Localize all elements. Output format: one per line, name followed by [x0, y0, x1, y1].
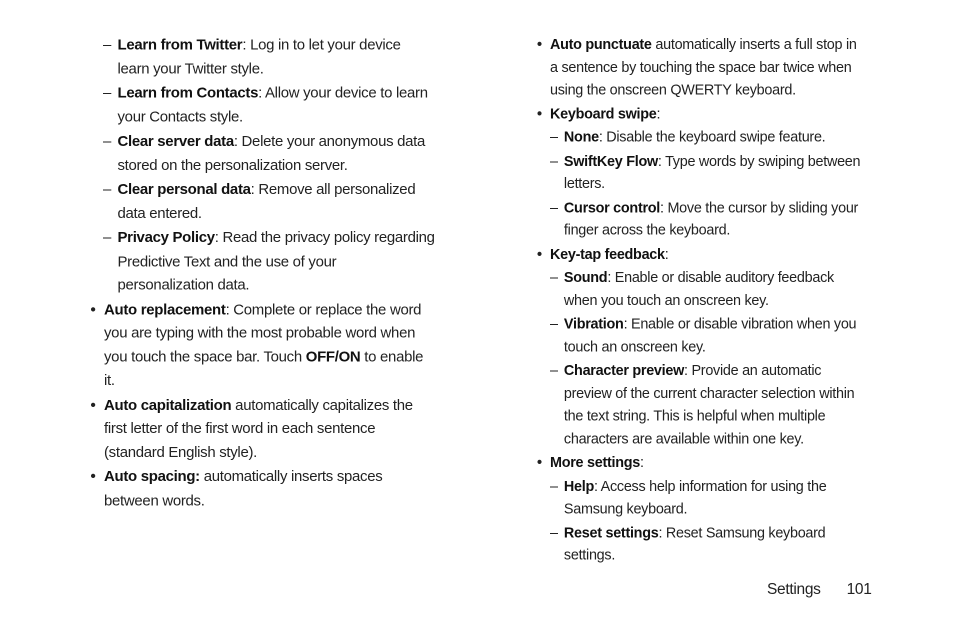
term-auto-replacement: Auto replacement	[104, 301, 226, 318]
dash-marker: –	[103, 36, 112, 54]
dash-marker: –	[103, 85, 112, 102]
bullet-marker: •	[536, 36, 542, 53]
dash-marker: –	[550, 316, 558, 333]
desc-auto-replacement: : Complete or replace the word you are typing with the most probable word when you touch the space bar. Touch	[104, 301, 422, 366]
dash-item-cursor-control	[550, 197, 866, 243]
term-privacy-policy: Privacy Policy	[117, 229, 215, 247]
dash-marker: –	[103, 181, 112, 198]
dash-item-privacy-policy	[103, 227, 436, 298]
dash-marker: –	[550, 129, 558, 146]
term-keyboard-swipe: Keyboard swipe	[550, 105, 657, 122]
dash-item-learn-from-twitter	[103, 34, 436, 81]
term-cursor-control: Cursor control	[563, 199, 661, 216]
dash-item-sound	[550, 267, 866, 313]
desc-auto-capitalization: automatically capitalizes the first letter of the first word in each sentence (standard English style).	[104, 396, 413, 461]
dash-marker: –	[550, 153, 558, 170]
desc-learn-from-contacts: : Allow your device to learn your Contacts style.	[117, 85, 428, 126]
desc-clear-server-data: : Delete your anonymous data stored on the personalization server.	[117, 133, 426, 174]
term-key-tap-feedback: Key-tap feedback	[550, 246, 665, 263]
dash-item-clear-server-data	[103, 130, 436, 177]
desc-reset-settings: : Reset Samsung keyboard settings.	[563, 524, 826, 564]
desc-swiftkey-flow: : Type words by swiping between letters.	[563, 153, 861, 192]
dash-item-learn-from-contacts	[103, 82, 436, 129]
bullet-item-auto-capitalization	[90, 394, 437, 465]
term-sound: Sound	[563, 269, 608, 286]
desc-none: : Disable the keyboard swipe feature.	[598, 129, 826, 146]
term-auto-capitalization: Auto capitalization	[104, 396, 232, 414]
desc-privacy-policy: : Read the privacy policy regarding Predictive Text and the use of your personalization data.	[117, 229, 435, 294]
bullet-item-auto-punctuate	[536, 34, 866, 102]
dash-item-none	[550, 127, 866, 150]
dash-item-swiftkey-flow	[550, 151, 866, 197]
page-footer	[767, 578, 872, 602]
term-clear-personal-data: Clear personal data	[117, 181, 251, 198]
desc-auto-spacing: automatically inserts spaces between words.	[104, 468, 383, 509]
term-auto-spacing: Auto spacing:	[104, 468, 200, 486]
dash-item-clear-personal-data	[103, 179, 436, 226]
term-off-on: OFF/ON	[305, 348, 361, 366]
term-character-preview: Character preview	[563, 362, 685, 379]
desc-character-preview: : Provide an automatic preview of the current character selection within the text string. This is helpful when multiple characters are available within one key.	[563, 362, 855, 447]
term-none: None	[563, 129, 599, 146]
term-swiftkey-flow: SwiftKey Flow	[563, 153, 658, 170]
dash-item-vibration	[550, 314, 866, 360]
bullet-marker: •	[90, 468, 96, 486]
term-learn-from-contacts: Learn from Contacts	[117, 85, 259, 102]
bullet-item-auto-spacing	[90, 466, 437, 513]
term-reset-settings: Reset settings	[563, 524, 659, 541]
bullet-marker: •	[90, 301, 96, 318]
bullet-marker: •	[536, 105, 542, 122]
desc-sound: : Enable or disable auditory feedback when you touch an onscreen key.	[563, 269, 834, 309]
footer-section-title: Settings	[767, 581, 821, 598]
right-column	[536, 34, 866, 569]
term-learn-from-twitter: Learn from Twitter	[117, 36, 243, 54]
dash-item-reset-settings	[550, 522, 866, 568]
desc-cursor-control: : Move the cursor by sliding your finger across the keyboard.	[563, 199, 859, 239]
left-column	[90, 34, 437, 514]
term-auto-punctuate: Auto punctuate	[550, 36, 652, 53]
bullet-item-more-settings	[536, 452, 866, 475]
dash-marker: –	[103, 133, 112, 150]
desc-auto-replacement-end: to enable it.	[104, 348, 424, 389]
desc-key-tap-feedback: :	[664, 246, 669, 263]
desc-learn-from-twitter: : Log in to let your device learn your Twitter style.	[117, 36, 401, 77]
desc-more-settings: :	[639, 454, 644, 471]
term-help: Help	[563, 478, 595, 495]
dash-marker: –	[550, 199, 558, 216]
bullet-item-keyboard-swipe	[536, 103, 866, 126]
dash-item-character-preview	[550, 360, 866, 451]
dash-marker: –	[550, 269, 558, 286]
desc-clear-personal-data: : Remove all personalized data entered.	[117, 181, 416, 222]
dash-marker: –	[550, 362, 558, 379]
bullet-item-key-tap-feedback	[536, 243, 866, 266]
bullet-item-auto-replacement	[90, 299, 437, 393]
bullet-marker: •	[536, 454, 542, 471]
bullet-marker: •	[536, 246, 542, 263]
desc-auto-punctuate: automatically inserts a full stop in a sentence by touching the space bar twice when using the onscreen QWERTY keyboard.	[550, 36, 857, 99]
dash-marker: –	[550, 478, 558, 495]
page-number: 101	[846, 581, 872, 598]
desc-help: : Access help information for using the Samsung keyboard.	[563, 478, 827, 517]
term-more-settings: More settings	[550, 454, 640, 471]
dash-marker: –	[103, 229, 112, 247]
desc-vibration: : Enable or disable vibration when you touch an onscreen key.	[563, 316, 857, 355]
term-clear-server-data: Clear server data	[117, 133, 234, 150]
desc-keyboard-swipe: :	[656, 105, 661, 122]
dash-item-help	[550, 476, 866, 522]
dash-marker: –	[550, 524, 558, 541]
term-vibration: Vibration	[563, 316, 624, 333]
bullet-marker: •	[90, 396, 96, 414]
